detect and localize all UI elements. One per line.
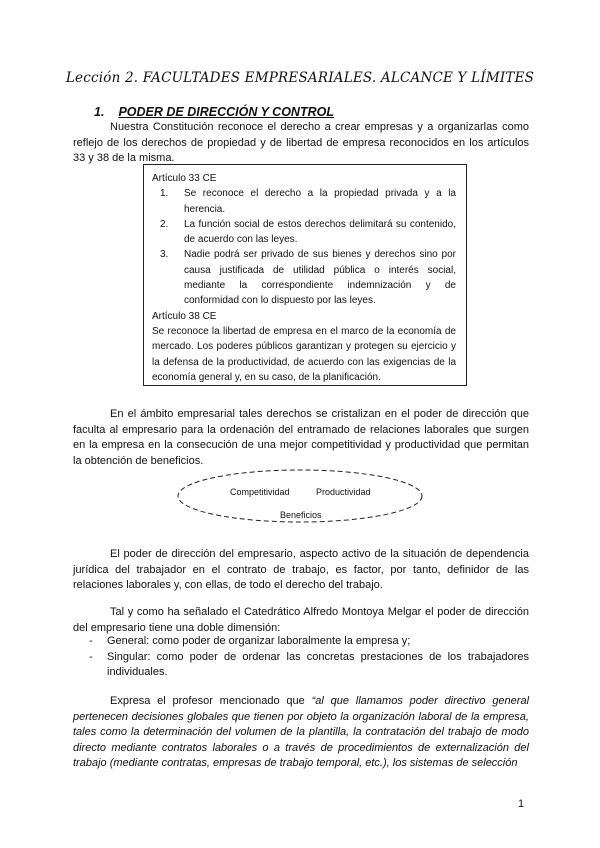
poder-paragraph: El poder de dirección del empresario, aspecto activo de la situación de dependencia jurídica del trabajador en el contrato de trabajo, es factor, por tanto, definidor de las relaciones laborales y, con ellas, de todo el derecho del trabajo. — [73, 548, 529, 591]
page-title: Lección 2. FACULTADES EMPRESARIALES. ALCANCE Y LÍMITES — [65, 70, 535, 86]
section-heading — [94, 105, 334, 119]
constitution-articles-box — [143, 164, 467, 386]
article-33-item — [152, 247, 456, 308]
item-text: Se reconoce el derecho a la propiedad privada y a la herencia. — [184, 188, 456, 215]
item-text: La función social de estos derechos delimitará su contenido, de acuerdo con las leyes. — [184, 218, 456, 246]
montoya-paragraph: Tal y como ha señalado el Catedrático Alfredo Montoya Melgar el poder de dirección del empresario tiene una doble dimensión: — [73, 606, 529, 634]
article-33-title: Artículo 33 CE — [152, 173, 217, 184]
article-38-title: Artículo 38 CE — [152, 310, 217, 322]
diagram-label-beneficios: Beneficios — [280, 510, 322, 520]
diagram-label-competitividad: Competitividad — [230, 487, 290, 497]
page-number: 1 — [518, 798, 525, 810]
article-33-item — [152, 186, 456, 217]
item-number: 2. — [160, 218, 169, 230]
bullet-dash: - — [89, 650, 93, 663]
article-33-list — [152, 186, 456, 308]
list-item — [73, 650, 529, 681]
quote-lead: Expresa el profesor mencionado que — [110, 695, 305, 707]
quote-text: “al que llamamos poder directivo general pertenecen decisiones globales que tienen por objeto la organización laboral de la empresa, tales como la determinación del volumen de la plantilla, la contratación del trabajo de modo directo mediante contratos laborales o a través de procedimientos de externalización del trabajo (mediante contratas, empresas de trabajo temporal, etc.), los sistemas de selección — [73, 695, 530, 769]
dimension-list — [73, 634, 529, 681]
section-title: PODER DE DIRECCIÓN Y CONTROL — [118, 105, 334, 119]
intro-paragraph: Nuestra Constitución reconoce el derecho a crear empresas y a organizarlas como reflejo de los derechos de propiedad y de libertad de empresa reconocidos en los artículos 33 y 38 de la misma. — [73, 121, 529, 164]
benefits-diagram — [176, 468, 424, 524]
diagram-label-productividad: Productividad — [316, 487, 371, 497]
item-number: 1. — [160, 188, 169, 200]
item-text: Nadie podrá ser privado de sus bienes y derechos sino por causa justificada de utilidad pública o interés social, mediante la correspondiente indemnización y de conformidad con lo dispuesto por las leyes. — [184, 249, 456, 307]
quote-paragraph — [73, 694, 529, 772]
article-38-text: Se reconoce la libertad de empresa en el marco de la economía de mercado. Los poderes públicos garantizan y protegen su ejercicio y la defensa de la productividad, de acuerdo con las exigencias de la economía general y, en su caso, de la planificación. — [152, 325, 456, 383]
bullet-dash: - — [89, 635, 93, 647]
section-number: 1. — [94, 105, 105, 119]
list-item — [73, 634, 529, 650]
item-number: 3. — [160, 249, 169, 261]
ambito-paragraph: En el ámbito empresarial tales derechos se cristalizan en el poder de dirección que faculta al empresario para la ordenación del entramado de relaciones laborales que surgen en la empresa en la consecución de una mejor competitividad y productividad que permitan la obtención de beneficios. — [73, 408, 529, 467]
list-item-text: Singular: como poder de ordenar las concretas prestaciones de los trabajadores individuales. — [107, 650, 529, 678]
list-item-text: General: como poder de organizar laboralmente la empresa y; — [107, 635, 411, 647]
article-33-item — [152, 217, 456, 248]
